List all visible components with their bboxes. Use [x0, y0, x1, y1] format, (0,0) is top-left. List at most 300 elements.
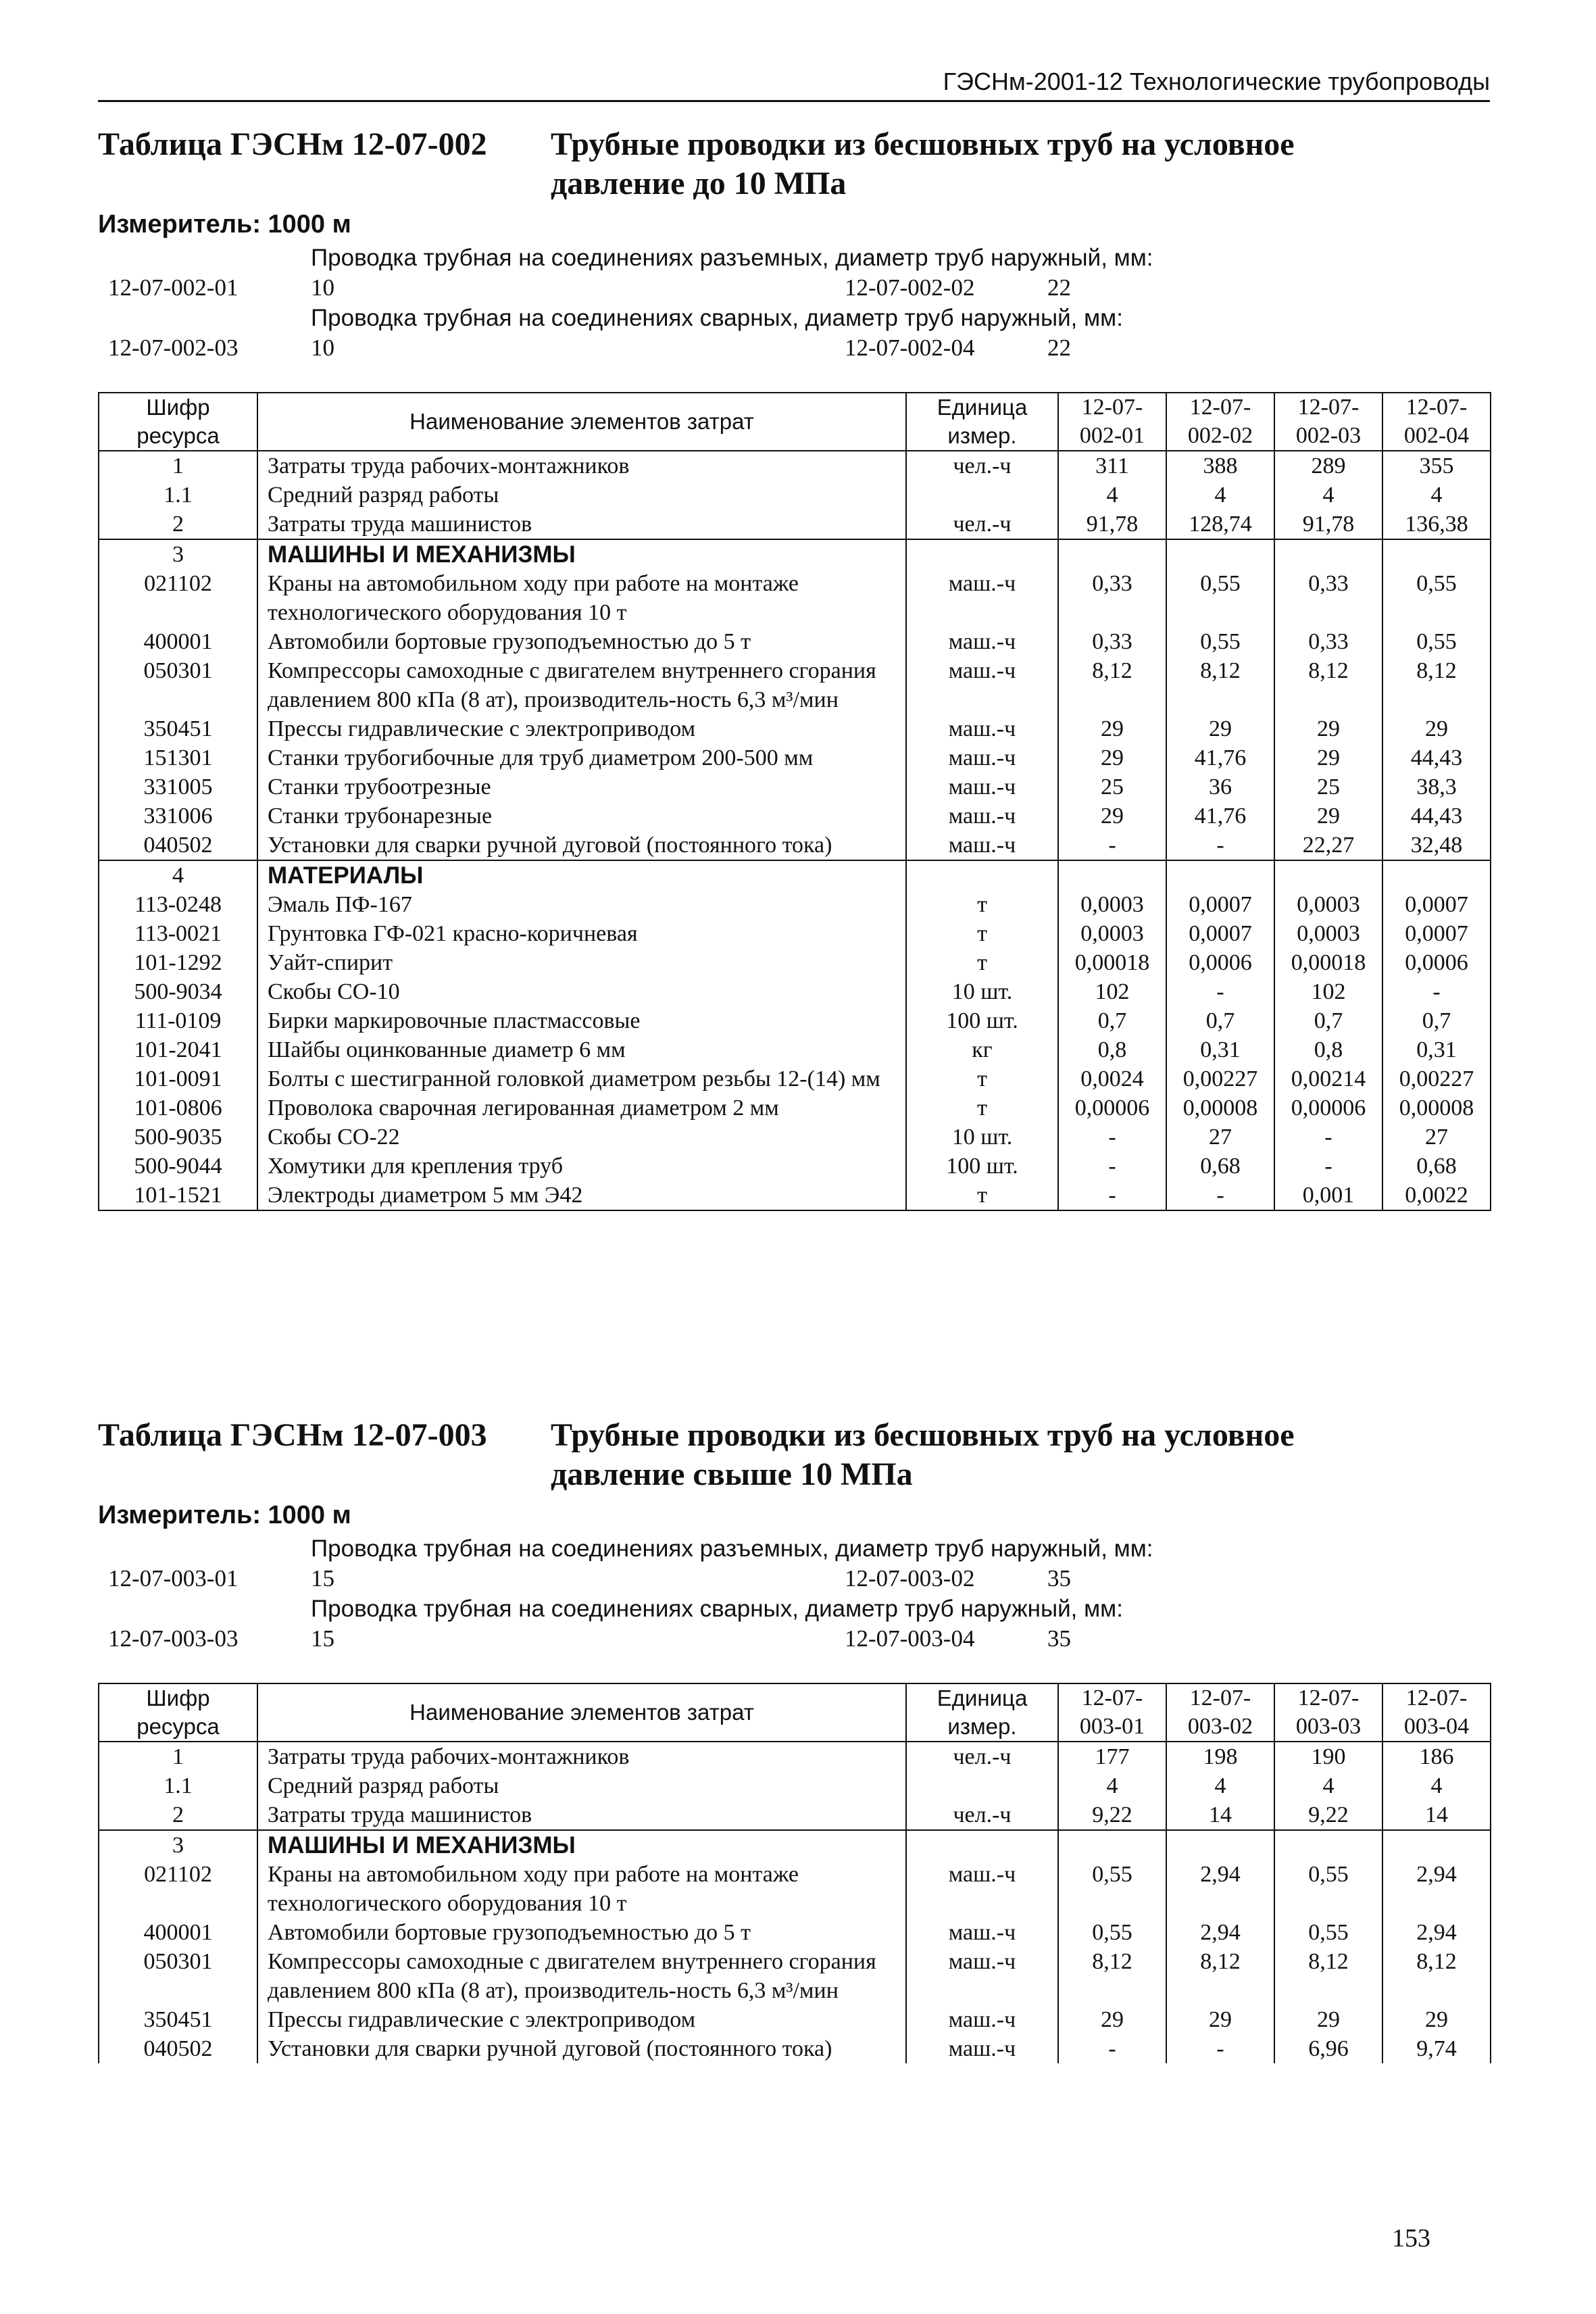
resource-value: 0,0007: [1166, 919, 1274, 948]
resource-value: 14: [1166, 1800, 1274, 1830]
resource-value: 0,55: [1382, 627, 1491, 656]
variant-value: 10: [311, 274, 334, 301]
column-header-variant: 12-07-002-02: [1166, 393, 1274, 451]
resource-value: 0,55: [1166, 627, 1274, 656]
table-body: [99, 451, 1491, 1210]
resource-value: 27: [1382, 1123, 1491, 1152]
resource-value: 136,38: [1382, 510, 1491, 539]
resource-code: 331005: [99, 772, 257, 802]
desc-line-welded: Проводка трубная на соединениях сварных, диаметр труб наружный, мм:: [311, 305, 1123, 331]
table-row: [99, 977, 1491, 1006]
resource-value: 8,12: [1058, 656, 1166, 714]
resource-value: 0,33: [1058, 569, 1166, 627]
resource-value: 0,31: [1166, 1035, 1274, 1064]
resource-value: [1058, 860, 1166, 890]
resource-value: 0,00008: [1166, 1093, 1274, 1123]
resource-value: 0,0003: [1058, 890, 1166, 919]
resource-value: [1274, 860, 1382, 890]
table-header: [99, 1683, 1491, 1742]
resource-code: 3: [99, 1830, 257, 1860]
resource-value: 29: [1274, 2005, 1382, 2034]
resource-value: 8,12: [1382, 656, 1491, 714]
resource-name: Компрессоры самоходные с двигателем внутреннего сгорания давлением 800 кПа (8 ат), производитель-ность 6,3 м³/мин: [257, 1947, 906, 2005]
table-row: [99, 1093, 1491, 1123]
resource-name: Компрессоры самоходные с двигателем внутреннего сгорания давлением 800 кПа (8 ат), производитель-ность 6,3 м³/мин: [257, 656, 906, 714]
resource-code: 2: [99, 510, 257, 539]
resource-name: Станки трубогибочные для труб диаметром 200-500 мм: [257, 743, 906, 772]
resource-name: Шайбы оцинкованные диаметр 6 мм: [257, 1035, 906, 1064]
resource-code: 400001: [99, 1918, 257, 1947]
resource-code: 350451: [99, 714, 257, 743]
resource-value: 0,00214: [1274, 1064, 1382, 1093]
resource-value: 0,7: [1166, 1006, 1274, 1035]
work-description: [98, 245, 1490, 365]
resource-unit: маш.-ч: [906, 2005, 1058, 2034]
resource-code: 021102: [99, 569, 257, 627]
table-row: [99, 569, 1491, 627]
resource-value: -: [1274, 1123, 1382, 1152]
resource-value: [1382, 1830, 1491, 1860]
resource-value: 29: [1058, 743, 1166, 772]
resource-value: 8,12: [1058, 1947, 1166, 2005]
table-block-12-07-002: [98, 125, 1490, 1211]
resource-value: [1058, 539, 1166, 569]
work-description: [98, 1535, 1490, 1656]
resource-name: Болты с шестигранной головкой диаметром резьбы 12-(14) мм: [257, 1064, 906, 1093]
resource-value: 0,55: [1274, 1918, 1382, 1947]
resource-value: 44,43: [1382, 743, 1491, 772]
column-header-variant: 12-07-002-04: [1382, 393, 1491, 451]
variant-value: 10: [311, 335, 334, 361]
resource-name: Затраты труда рабочих-монтажников: [257, 1742, 906, 1771]
resource-value: 2,94: [1166, 1918, 1274, 1947]
resource-value: 177: [1058, 1742, 1166, 1771]
resource-value: 6,96: [1274, 2034, 1382, 2063]
resource-value: 190: [1274, 1742, 1382, 1771]
table-row: [99, 1152, 1491, 1181]
table-row: [99, 802, 1491, 831]
resource-value: 0,00018: [1058, 948, 1166, 977]
resource-value: 2,94: [1166, 1860, 1274, 1918]
resource-value: [1382, 539, 1491, 569]
resource-value: 9,74: [1382, 2034, 1491, 2063]
resource-value: 29: [1274, 802, 1382, 831]
resource-value: 91,78: [1058, 510, 1166, 539]
column-header-code: Шифр ресурса: [99, 393, 257, 451]
resource-value: 91,78: [1274, 510, 1382, 539]
section-row: [99, 1830, 1491, 1860]
resource-value: 0,55: [1058, 1860, 1166, 1918]
resource-value: 0,7: [1274, 1006, 1382, 1035]
resource-code: 101-0091: [99, 1064, 257, 1093]
table-title-line1: Трубные проводки из бесшовных труб на условное: [551, 1417, 1295, 1453]
resource-name: Скобы СО-22: [257, 1123, 906, 1152]
resource-value: 0,0006: [1166, 948, 1274, 977]
resource-value: 4: [1382, 1771, 1491, 1800]
table-row: [99, 1035, 1491, 1064]
resource-unit: чел.-ч: [906, 510, 1058, 539]
resource-value: 38,3: [1382, 772, 1491, 802]
table-row: [99, 714, 1491, 743]
resource-name: Эмаль ПФ-167: [257, 890, 906, 919]
resource-value: -: [1166, 1181, 1274, 1210]
variant-code: 12-07-003-01: [108, 1565, 239, 1592]
column-header-unit: Единица измер.: [906, 1683, 1058, 1742]
table-title-line2: давление свыше 10 МПа: [551, 1456, 913, 1492]
resource-value: -: [1058, 831, 1166, 860]
resource-name: Краны на автомобильном ходу при работе на монтаже технологического оборудования 10 т: [257, 1860, 906, 1918]
resource-unit: [906, 481, 1058, 510]
resource-value: [1382, 860, 1491, 890]
variant-value: 22: [1047, 274, 1071, 301]
resource-name: Скобы СО-10: [257, 977, 906, 1006]
table-code: Таблица ГЭСНм 12-07-002: [98, 126, 487, 162]
table-block-12-07-003: [98, 1416, 1490, 2063]
section-row: [99, 860, 1491, 890]
resource-name: Затраты труда машинистов: [257, 510, 906, 539]
resource-value: 0,0003: [1274, 919, 1382, 948]
variant-code: 12-07-003-02: [845, 1565, 975, 1592]
resource-value: 8,12: [1274, 656, 1382, 714]
resource-code: 1.1: [99, 481, 257, 510]
resource-unit: маш.-ч: [906, 714, 1058, 743]
resource-name: Проволока сварочная легированная диаметром 2 мм: [257, 1093, 906, 1123]
resource-value: 8,12: [1382, 1947, 1491, 2005]
section-row: [99, 539, 1491, 569]
column-header-variant: 12-07-003-02: [1166, 1683, 1274, 1742]
resource-value: 25: [1274, 772, 1382, 802]
resource-value: 388: [1166, 451, 1274, 481]
resource-value: 0,0003: [1058, 919, 1166, 948]
resource-unit: т: [906, 1064, 1058, 1093]
variant-code: 12-07-002-02: [845, 274, 975, 301]
resource-value: 0,00008: [1382, 1093, 1491, 1123]
resource-value: 0,0022: [1382, 1181, 1491, 1210]
resource-value: 4: [1058, 481, 1166, 510]
resource-code: 1.1: [99, 1771, 257, 1800]
resource-value: 2,94: [1382, 1918, 1491, 1947]
variant-value: 22: [1047, 335, 1071, 361]
resource-unit: маш.-ч: [906, 1918, 1058, 1947]
resource-value: 29: [1382, 2005, 1491, 2034]
resource-code: 1: [99, 1742, 257, 1771]
resource-value: 0,55: [1058, 1918, 1166, 1947]
resource-value: 0,00006: [1058, 1093, 1166, 1123]
resource-code: 2: [99, 1800, 257, 1830]
resource-value: 8,12: [1274, 1947, 1382, 2005]
resource-unit: т: [906, 890, 1058, 919]
resource-unit: 10 шт.: [906, 977, 1058, 1006]
meter-label: Измеритель: 1000 м: [98, 210, 351, 239]
resource-value: 4: [1382, 481, 1491, 510]
resource-value: [1166, 860, 1274, 890]
resource-code: 101-1521: [99, 1181, 257, 1210]
resource-value: 29: [1166, 2005, 1274, 2034]
table-header: [99, 393, 1491, 451]
resource-name: Затраты труда машинистов: [257, 1800, 906, 1830]
variant-code: 12-07-003-04: [845, 1625, 975, 1652]
resource-table: [98, 392, 1491, 1211]
resource-name: Автомобили бортовые грузоподъемностью до 5 т: [257, 627, 906, 656]
resource-code: 111-0109: [99, 1006, 257, 1035]
resource-unit: маш.-ч: [906, 743, 1058, 772]
resource-value: 4: [1274, 481, 1382, 510]
resource-value: 4: [1274, 1771, 1382, 1800]
resource-name: Хомутики для крепления труб: [257, 1152, 906, 1181]
resource-value: 0,0024: [1058, 1064, 1166, 1093]
resource-code: 113-0248: [99, 890, 257, 919]
table-row: [99, 1181, 1491, 1210]
column-header-variant: 12-07-003-03: [1274, 1683, 1382, 1742]
resource-unit: маш.-ч: [906, 802, 1058, 831]
resource-value: 0,55: [1166, 569, 1274, 627]
table-title-line1: Трубные проводки из бесшовных труб на условное: [551, 126, 1295, 162]
column-header-variant: 12-07-002-01: [1058, 393, 1166, 451]
resource-code: 050301: [99, 656, 257, 714]
resource-value: 0,001: [1274, 1181, 1382, 1210]
table-row: [99, 831, 1491, 860]
resource-code: 101-2041: [99, 1035, 257, 1064]
resource-code: 101-1292: [99, 948, 257, 977]
resource-value: 41,76: [1166, 802, 1274, 831]
resource-value: -: [1058, 1181, 1166, 1210]
resource-name: Автомобили бортовые грузоподъемностью до 5 т: [257, 1918, 906, 1947]
table-row: [99, 510, 1491, 539]
resource-value: 29: [1058, 2005, 1166, 2034]
resource-value: 0,68: [1166, 1152, 1274, 1181]
resource-name: Уайт-спирит: [257, 948, 906, 977]
resource-value: 25: [1058, 772, 1166, 802]
table-row: [99, 451, 1491, 481]
resource-name: МАШИНЫ И МЕХАНИЗМЫ: [257, 539, 906, 569]
resource-value: 0,55: [1382, 569, 1491, 627]
resource-unit: маш.-ч: [906, 772, 1058, 802]
resource-unit: чел.-ч: [906, 451, 1058, 481]
resource-name: Электроды диаметром 5 мм Э42: [257, 1181, 906, 1210]
variant-code: 12-07-003-03: [108, 1625, 239, 1652]
resource-value: 9,22: [1058, 1800, 1166, 1830]
resource-value: 0,68: [1382, 1152, 1491, 1181]
table-row: [99, 772, 1491, 802]
resource-value: [1274, 1830, 1382, 1860]
resource-value: 198: [1166, 1742, 1274, 1771]
resource-name: Бирки маркировочные пластмассовые: [257, 1006, 906, 1035]
resource-unit: т: [906, 1093, 1058, 1123]
resource-value: 128,74: [1166, 510, 1274, 539]
meter-label: Измеритель: 1000 м: [98, 1501, 351, 1529]
resource-name: Станки трубонарезные: [257, 802, 906, 831]
page-number: 153: [1392, 2224, 1430, 2253]
resource-unit: [906, 1771, 1058, 1800]
resource-unit: маш.-ч: [906, 656, 1058, 714]
resource-unit: 10 шт.: [906, 1123, 1058, 1152]
resource-value: 36: [1166, 772, 1274, 802]
column-header-variant: 12-07-002-03: [1274, 393, 1382, 451]
variant-code: 12-07-002-01: [108, 274, 239, 301]
resource-unit: маш.-ч: [906, 569, 1058, 627]
variant-code: 12-07-002-04: [845, 335, 975, 361]
table-row: [99, 1771, 1491, 1800]
resource-unit: маш.-ч: [906, 1860, 1058, 1918]
column-header-name: Наименование элементов затрат: [257, 393, 906, 451]
resource-value: -: [1058, 2034, 1166, 2063]
table-row: [99, 1064, 1491, 1093]
resource-value: 0,33: [1058, 627, 1166, 656]
resource-unit: маш.-ч: [906, 627, 1058, 656]
resource-value: 0,33: [1274, 569, 1382, 627]
resource-value: [1274, 539, 1382, 569]
resource-name: Станки трубоотрезные: [257, 772, 906, 802]
resource-value: 32,48: [1382, 831, 1491, 860]
resource-value: 0,00227: [1166, 1064, 1274, 1093]
resource-value: 0,00006: [1274, 1093, 1382, 1123]
resource-value: -: [1166, 831, 1274, 860]
resource-code: 050301: [99, 1947, 257, 2005]
resource-value: 29: [1274, 743, 1382, 772]
resource-value: 186: [1382, 1742, 1491, 1771]
table-row: [99, 1123, 1491, 1152]
resource-name: Прессы гидравлические с электроприводом: [257, 2005, 906, 2034]
resource-code: 331006: [99, 802, 257, 831]
resource-unit: т: [906, 1181, 1058, 1210]
resource-value: 41,76: [1166, 743, 1274, 772]
resource-value: 4: [1058, 1771, 1166, 1800]
resource-value: 0,33: [1274, 627, 1382, 656]
resource-value: 311: [1058, 451, 1166, 481]
resource-code: 113-0021: [99, 919, 257, 948]
resource-value: 289: [1274, 451, 1382, 481]
variant-value: 15: [311, 1625, 334, 1652]
resource-value: 2,94: [1382, 1860, 1491, 1918]
table-row: [99, 890, 1491, 919]
resource-name: Затраты труда рабочих-монтажников: [257, 451, 906, 481]
resource-unit: чел.-ч: [906, 1742, 1058, 1771]
running-head: ГЭСНм-2001-12 Технологические трубопроводы: [98, 68, 1490, 102]
resource-value: 4: [1166, 481, 1274, 510]
resource-value: [1058, 1830, 1166, 1860]
resource-value: 22,27: [1274, 831, 1382, 860]
resource-unit: 100 шт.: [906, 1152, 1058, 1181]
column-header-code: Шифр ресурса: [99, 1683, 257, 1742]
resource-name: МАТЕРИАЛЫ: [257, 860, 906, 890]
resource-value: 29: [1058, 802, 1166, 831]
resource-value: -: [1058, 1123, 1166, 1152]
resource-value: 102: [1274, 977, 1382, 1006]
table-title: [551, 125, 1490, 203]
table-row: [99, 743, 1491, 772]
table-title: [551, 1416, 1490, 1494]
resource-value: 0,55: [1274, 1860, 1382, 1918]
variant-code: 12-07-002-03: [108, 335, 239, 361]
resource-value: 0,31: [1382, 1035, 1491, 1064]
resource-value: 355: [1382, 451, 1491, 481]
resource-value: -: [1166, 977, 1274, 1006]
resource-value: 0,00018: [1274, 948, 1382, 977]
table-heading: [98, 1416, 1490, 1497]
table-row: [99, 627, 1491, 656]
resource-value: -: [1058, 1152, 1166, 1181]
table-row: [99, 1006, 1491, 1035]
resource-value: 0,7: [1382, 1006, 1491, 1035]
resource-value: 0,0003: [1274, 890, 1382, 919]
resource-name: Краны на автомобильном ходу при работе на монтаже технологического оборудования 10 т: [257, 569, 906, 627]
resource-value: 9,22: [1274, 1800, 1382, 1830]
resource-value: [1166, 1830, 1274, 1860]
resource-code: 4: [99, 860, 257, 890]
resource-code: 350451: [99, 2005, 257, 2034]
table-row: [99, 919, 1491, 948]
resource-value: 0,8: [1058, 1035, 1166, 1064]
resource-code: 400001: [99, 627, 257, 656]
resource-unit: [906, 1830, 1058, 1860]
table-row: [99, 2034, 1491, 2063]
resource-code: 040502: [99, 2034, 257, 2063]
resource-name: Установки для сварки ручной дуговой (постоянного тока): [257, 831, 906, 860]
table-body: [99, 1742, 1491, 2063]
resource-unit: маш.-ч: [906, 2034, 1058, 2063]
desc-line-detachable: Проводка трубная на соединениях разъемных, диаметр труб наружный, мм:: [311, 245, 1153, 271]
resource-code: 1: [99, 451, 257, 481]
table-row: [99, 656, 1491, 714]
table-code: Таблица ГЭСНм 12-07-003: [98, 1417, 487, 1453]
variant-value: 15: [311, 1565, 334, 1592]
resource-value: 102: [1058, 977, 1166, 1006]
resource-value: 14: [1382, 1800, 1491, 1830]
resource-unit: [906, 860, 1058, 890]
resource-name: Установки для сварки ручной дуговой (постоянного тока): [257, 2034, 906, 2063]
resource-value: 4: [1166, 1771, 1274, 1800]
resource-value: 44,43: [1382, 802, 1491, 831]
table-title-line2: давление до 10 МПа: [551, 166, 847, 201]
resource-unit: кг: [906, 1035, 1058, 1064]
table-row: [99, 481, 1491, 510]
desc-line-welded: Проводка трубная на соединениях сварных, диаметр труб наружный, мм:: [311, 1596, 1123, 1622]
resource-table: [98, 1683, 1491, 2063]
header-row: [99, 393, 1491, 451]
table-row: [99, 1742, 1491, 1771]
resource-value: -: [1166, 2034, 1274, 2063]
resource-unit: [906, 539, 1058, 569]
resource-code: 3: [99, 539, 257, 569]
resource-unit: маш.-ч: [906, 1947, 1058, 2005]
resource-value: 0,00227: [1382, 1064, 1491, 1093]
resource-unit: 100 шт.: [906, 1006, 1058, 1035]
resource-unit: маш.-ч: [906, 831, 1058, 860]
resource-value: 0,8: [1274, 1035, 1382, 1064]
resource-unit: т: [906, 948, 1058, 977]
resource-unit: т: [906, 919, 1058, 948]
resource-unit: чел.-ч: [906, 1800, 1058, 1830]
resource-value: 29: [1382, 714, 1491, 743]
table-row: [99, 948, 1491, 977]
resource-name: Средний разряд работы: [257, 1771, 906, 1800]
resource-value: 27: [1166, 1123, 1274, 1152]
desc-line-detachable: Проводка трубная на соединениях разъемных, диаметр труб наружный, мм:: [311, 1535, 1153, 1562]
resource-value: 29: [1166, 714, 1274, 743]
variant-value: 35: [1047, 1625, 1071, 1652]
resource-name: Средний разряд работы: [257, 481, 906, 510]
resource-code: 040502: [99, 831, 257, 860]
table-heading: [98, 125, 1490, 206]
resource-name: Прессы гидравлические с электроприводом: [257, 714, 906, 743]
table-row: [99, 2005, 1491, 2034]
resource-value: 8,12: [1166, 1947, 1274, 2005]
resource-code: 021102: [99, 1860, 257, 1918]
column-header-variant: 12-07-003-01: [1058, 1683, 1166, 1742]
table-row: [99, 1918, 1491, 1947]
resource-code: 500-9034: [99, 977, 257, 1006]
resource-name: МАШИНЫ И МЕХАНИЗМЫ: [257, 1830, 906, 1860]
